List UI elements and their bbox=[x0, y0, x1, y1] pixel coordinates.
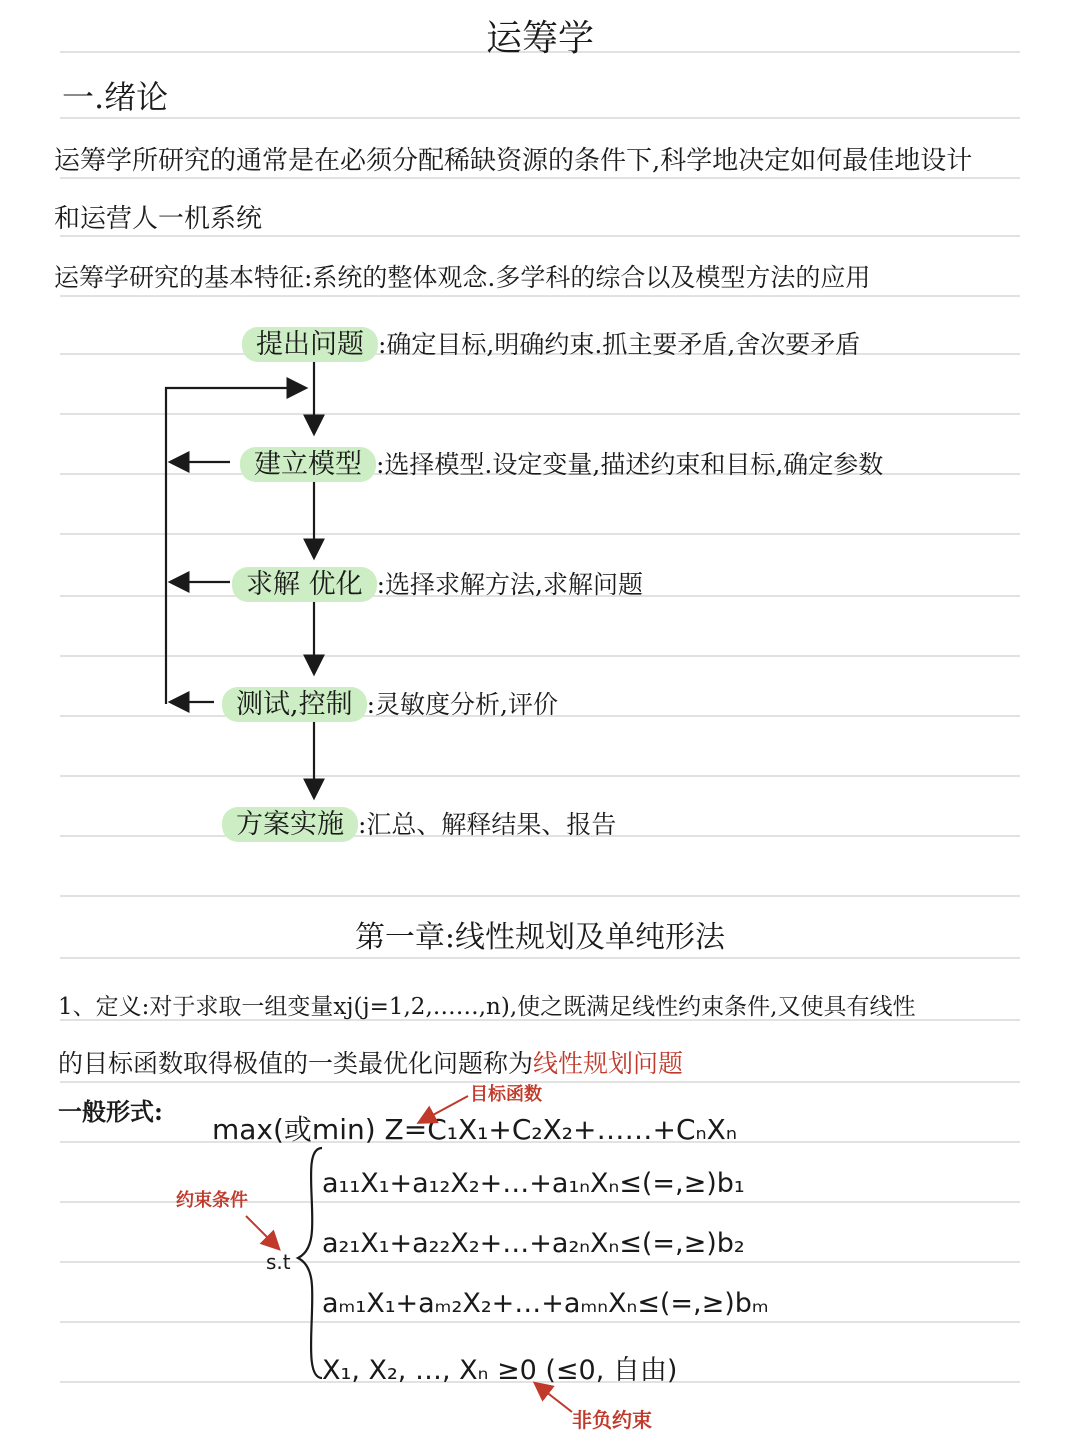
flow-step-desc: :选择模型.设定变量,描述约束和目标,确定参数 bbox=[376, 450, 884, 479]
page-title: 运筹学 bbox=[485, 18, 594, 59]
flow-step-desc: :汇总、解释结果、报告 bbox=[358, 810, 617, 839]
flow-step-label: 测试,控制 bbox=[222, 687, 367, 722]
intro-features: 运筹学研究的基本特征:系统的整体观念.多学科的综合以及模型方法的应用 bbox=[54, 263, 871, 292]
constraint-nonnegativity: X₁, X₂, …, Xₙ ≥0 (≤0, 自由) bbox=[322, 1355, 678, 1386]
lp-term: 线性规划问题 bbox=[533, 1049, 684, 1078]
intro-definition-line2: 和运营人一机系统 bbox=[54, 204, 263, 234]
lp-definition-text: 的目标函数取得极值的一类最优化问题称为 bbox=[58, 1049, 534, 1078]
flow-step-label: 提出问题 bbox=[242, 327, 378, 362]
constraint-1: a₁₁X₁+a₁₂X₂+…+a₁ₙXₙ≤(=,≥)b₁ bbox=[322, 1168, 745, 1199]
constraint-brace bbox=[298, 1148, 322, 1378]
nonneg-note: 非负约束 bbox=[572, 1408, 652, 1432]
constraint-3: aₘ₁X₁+aₘ₂X₂+…+aₘₙXₙ≤(=,≥)bₘ bbox=[322, 1288, 769, 1319]
flow-step-label: 建立模型 bbox=[240, 447, 376, 482]
intro-definition-line1: 运筹学所研究的通常是在必须分配稀缺资源的条件下,科学地决定如何最佳地设计 bbox=[54, 146, 973, 176]
flow-step-desc: :灵敏度分析,评价 bbox=[366, 690, 558, 719]
constraint-note-arrow bbox=[246, 1216, 278, 1248]
flow-step-label: 求解 优化 bbox=[232, 567, 377, 602]
section-heading: 一.绪论 bbox=[62, 78, 169, 116]
constraint-2: a₂₁X₁+a₂₂X₂+…+a₂ₙXₙ≤(=,≥)b₂ bbox=[322, 1228, 745, 1259]
constraint-note: 约束条件 bbox=[176, 1190, 248, 1211]
objective-note-arrow bbox=[420, 1096, 468, 1122]
flow-step-desc: :确定目标,明确约束.抓主要矛盾,舍次要矛盾 bbox=[378, 330, 861, 359]
flow-step-label: 方案实施 bbox=[222, 807, 358, 842]
objective-function: max(或min) Z=C₁X₁+C₂X₂+……+CₙXₙ bbox=[212, 1113, 737, 1146]
chapter-title: 第一章:线性规划及单纯形法 bbox=[354, 920, 726, 955]
objective-note: 目标函数 bbox=[470, 1084, 542, 1105]
general-form-label: 一般形式: bbox=[58, 1097, 163, 1126]
nonneg-note-arrow bbox=[536, 1384, 572, 1412]
flow-step-desc: :选择求解方法,求解问题 bbox=[376, 570, 643, 599]
st-label: s.t bbox=[266, 1250, 291, 1274]
lp-definition-line1: 1、定义:对于求取一组变量xj(j=1,2,……,n),使之既满足线性约束条件,又使具有线性 bbox=[58, 994, 916, 1020]
